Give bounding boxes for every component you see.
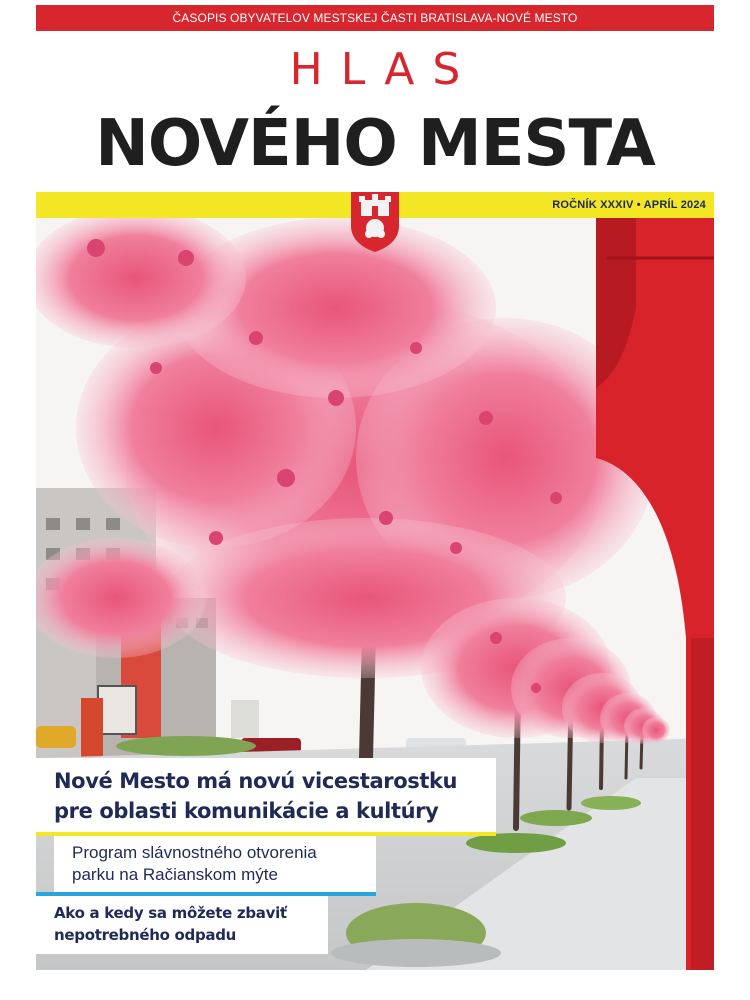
story-waste-disposal[interactable] [36,896,328,954]
main-headline-line2: pre oblasti komunikácie a kultúry [54,799,439,823]
coat-of-arms-icon [349,192,401,252]
story-waste-line1: Ako a kedy sa môžete zbaviť [54,904,287,922]
story-park-opening[interactable] [54,836,376,892]
main-headline-line1: Nové Mesto má novú vicestarostku [54,769,458,793]
issue-info: ROČNÍK XXXIV • APRÍL 2024 [552,199,706,211]
story-waste-line2: nepotrebného odpadu [54,926,237,944]
masthead-title: NOVÉHO MESTA [95,107,655,181]
masthead-tagline: ČASOPIS OBYVATELOV MESTSKEJ ČASTI BRATISLAVA-NOVÉ MESTO [36,5,714,31]
story-park-line1: Program slávnostného otvorenia [72,843,317,862]
main-headline[interactable] [36,758,496,836]
masthead-title-small: HLAS [289,44,479,95]
story-park-line2: parku na Račianskom mýte [72,865,278,884]
